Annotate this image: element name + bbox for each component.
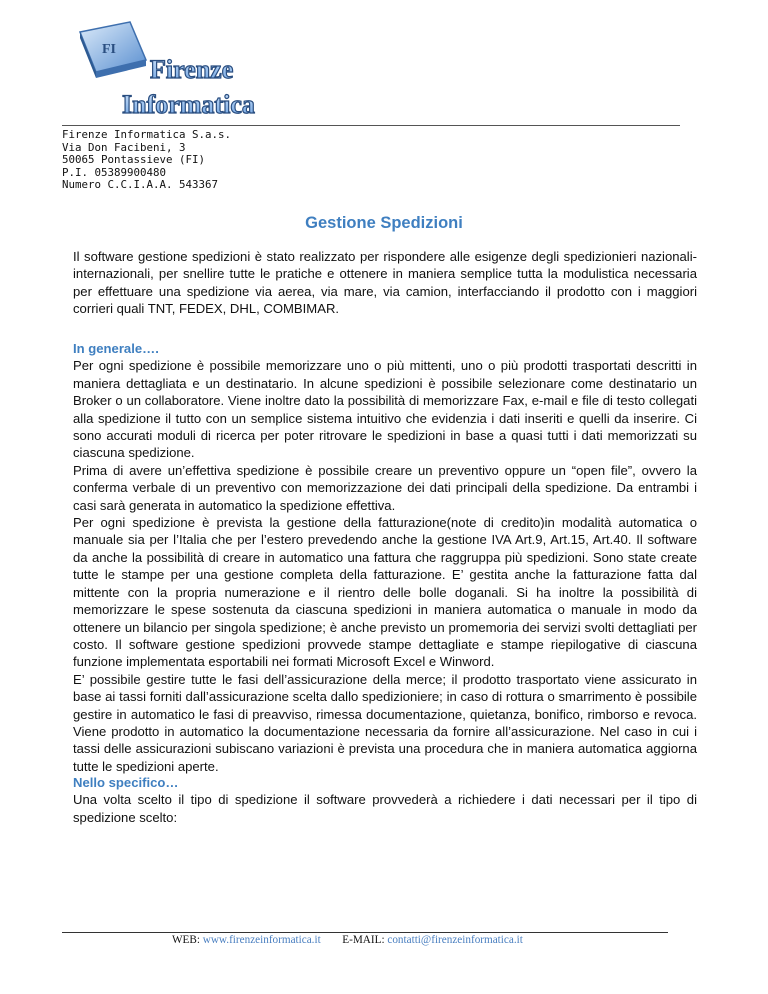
intro-section xyxy=(73,248,697,318)
footer-web-link[interactable]: www.firenzeinformatica.it xyxy=(202,934,321,946)
footer-email-link[interactable]: contatti@firenzeinformatica.it xyxy=(387,934,523,946)
specific-paragraph: Una volta scelto il tipo di spedizione il software provvederà a richiedere i dati necessari per il tipo di spedizione scelto: xyxy=(73,792,697,825)
company-cciaa: Numero C.C.I.A.A. 543367 xyxy=(62,178,219,192)
company-city: 50065 Pontassieve (FI) xyxy=(62,153,206,167)
logo-text-line2: Informatica xyxy=(122,90,255,119)
specific-section xyxy=(73,774,697,826)
company-logo xyxy=(72,20,297,125)
general-paragraph: Per ogni spedizione è possibile memorizzare uno o più mittenti, uno o più prodotti trasportati descritti in maniera dettagliata e un destinatario. In alcune spedizioni è possibile selezionare come destinatario un Broker o un collaboratore. Viene inoltre dato la possibilità di memorizzare Fax, e-mail e file di testo collegati alla spedizione il tutto con un semplice sistema intuitivo che evidenzia i dati inseriti e quelli da inserire. Ci sono accurati moduli di ricerca per poter ritrovare le spedizioni in base a quasi tutti i dati memorizzati su ciascuna spedizione. xyxy=(73,358,697,461)
logo-mark: FI xyxy=(102,42,116,57)
general-paragraph: Per ogni spedizione è prevista la gestione della fatturazione(note di credito)in modalità automatica o manuale sia per l’Italia che per l’estero prevedendo anche la gestione IVA Art.9, Art.15, Art.40. Il software da anche la possibilità di creare in automatico una fattura che raggruppa più spedizioni. Sono state create tutte le stampe per una gestione completa della fatturazione. E’ gestita anche la fatturazione fatta dal mittente con la propria numerazione e il rientro delle bolle doganali. Si ha inoltre la possibilità di memorizzare le spese sostenuta da ciascuna spedizioni in maniera automatica o manuale in modo da ottenere un bilancio per singola spedizione; è anche previsto un promemoria dei servizi svolti dettagliati per costo. Il software gestione spedizioni provvede stampe dettagliate e stampe riepilogative di ciascuna funzione implementata esportabili nei formati Microsoft Excel e Winword. xyxy=(73,515,697,670)
footer xyxy=(172,934,523,946)
company-street: Via Don Facibeni, 3 xyxy=(62,140,186,154)
company-info xyxy=(62,129,231,192)
company-name: Firenze Informatica S.a.s. xyxy=(62,128,232,141)
page-title: Gestione Spedizioni xyxy=(305,214,463,232)
general-paragraph: Prima di avere un’effettiva spedizione è possibile creare un preventivo oppure un “open file”, ovvero la conferma verbale di un preventivo con memorizzazione dei dati principali della spedizione. Da entrambi i casi sarà generata in automatico la spedizione effettiva. xyxy=(73,462,697,513)
logo-text-line1: Firenze xyxy=(150,55,234,84)
footer-divider xyxy=(62,932,668,933)
specific-heading: Nello specifico… xyxy=(73,775,179,790)
company-vat: P.I. 05389900480 xyxy=(62,165,167,179)
general-section xyxy=(73,340,697,775)
footer-web-label: WEB: xyxy=(172,934,200,946)
footer-email-label: E-MAIL: xyxy=(342,934,385,946)
logo-cube-icon xyxy=(80,22,146,78)
general-paragraph: E’ possibile gestire tutte le fasi dell’assicurazione della merce; il prodotto trasportato viene assicurato in base ai tassi forniti dall’assicurazione scelta dallo spedizioniere; in caso di rottura o smarrimento è possibile gestire in automatico le fasi di preavviso, rimessa documentazione, quietanza, bonifico, rimborso e revoca. Viene prodotto in automatico la documentazione necessaria da fornire all’assicurazione. Nel caso in cui i tassi delle assicurazioni subiscano variazioni è prevista una procedura che in maniera automatica aggiorna tutte le spedizioni aperte. xyxy=(73,671,697,774)
general-heading: In generale…. xyxy=(73,341,159,356)
intro-paragraph: Il software gestione spedizioni è stato realizzato per rispondere alle esigenze degli spedizionieri nazionali-internazionali, per snellire tutte le pratiche e ottenere in maniera semplice tutta la modulistica necessaria per effettuare una spedizione via aerea, via mare, via camion, interfacciando il prodotto con i maggiori corrieri quali TNT, FEDEX, DHL, COMBIMAR. xyxy=(73,249,697,317)
header-divider xyxy=(62,125,680,126)
